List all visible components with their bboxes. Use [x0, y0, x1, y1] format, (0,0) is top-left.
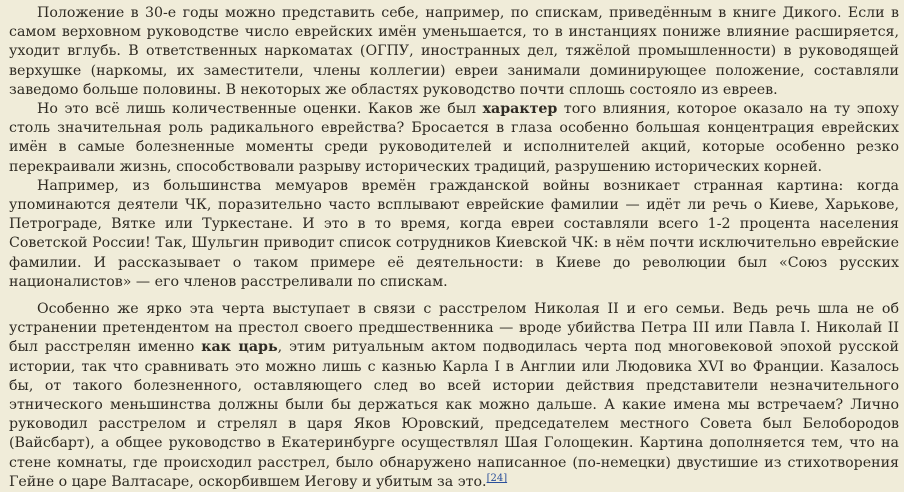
paragraph-1: [9, 4, 899, 100]
paragraph-3: [9, 177, 899, 292]
paragraph-4: [9, 300, 899, 492]
emphasis-character: характер: [482, 101, 558, 118]
paragraph-4-text-b: , этим ритуальным актом подводилась черта под многовековой эпохой русской истории, так что сравнивать это можно лишь с казнью Карла I в Англии или Людовика XVI во Франции. Казалось бы, от такого болезненного, оставляющего след во всей истории действия представители незначительного этнического меньшинства должны были бы держаться как можно дальше. А какие имена мы встречаем? Лично руководил расстрелом и стрелял в царя Яков Юровский, председателем местного Совета был Белобородов (Вайсбарт), а общее руководство в Екатеринбурге осуществлял Шая Голощекин. Картина дополняется тем, что на стене комнаты, где происходил расстрел, было обнаружено написанное (по-немецки) двустишие из стихотворения Гейне о царе Валтасаре, оскорбившем Иегову и убитым за это.: [9, 339, 899, 490]
paragraph-1-text: Положение в 30-е годы можно представить себе, например, по спискам, приведённым в книге Дикого. Если в самом верховном руководстве число еврейских имён уменьшается, то в инстанциях пониже влияние расширяется, уходит вглубь. В ответственных наркоматах (ОГПУ, иностранных дел, тяжёлой промышленности) в руководящей верхушке (наркомы, их заместители, члены коллегии) евреи занимали доминирующее положение, составляли заведомо больше половины. В некоторых же областях руководство почти сплошь состояло из евреев.: [9, 5, 899, 98]
paragraph-3-text: Например, из большинства мемуаров времён гражданской войны возникает странная картина: когда упоминаются деятели ЧК, поразительно часто всплывают еврейские фамилии — идёт ли речь о Киеве, Харькове, Петрограде, Вятке или Туркестане. И это в то время, когда евреи составляли всего 1-2 процента населения Советской России! Так, Шульгин приводит список сотрудников Киевской ЧК: в нём почти исключительно еврейские фамилии. И рассказывает о таком примере её деятельности: в Киеве до революции был «Союз русских националистов» — его членов расстреливали по спискам.: [9, 177, 899, 290]
footnote-link-24[interactable]: [24]: [486, 472, 508, 484]
paragraph-2: [9, 100, 899, 177]
emphasis-as-tsar: как царь: [201, 339, 278, 356]
paragraph-2-text-a: Но это всё лишь количественные оценки. Каков же был: [37, 101, 483, 118]
paragraph-4-text-a: Особенно же ярко эта черта выступает в связи с расстрелом Николая II и его семьи. Ведь речь шла не об устранении претендентом на престол своего предшественника — вроде убийства Петра III или Павла I. Николай II был расстрелян именно: [9, 301, 899, 356]
paragraph-2-text-b: того влияния, которое оказало на ту эпоху столь значительная роль радикального еврейства? Бросается в глаза особенно большая концентрация еврейских имён в самые болезненные моменты среди руководителей и исполнителей акций, которые особенно резко перекраивали жизнь, способствовали разрыву исторических традиций, разрушению исторических корней.: [9, 101, 899, 175]
